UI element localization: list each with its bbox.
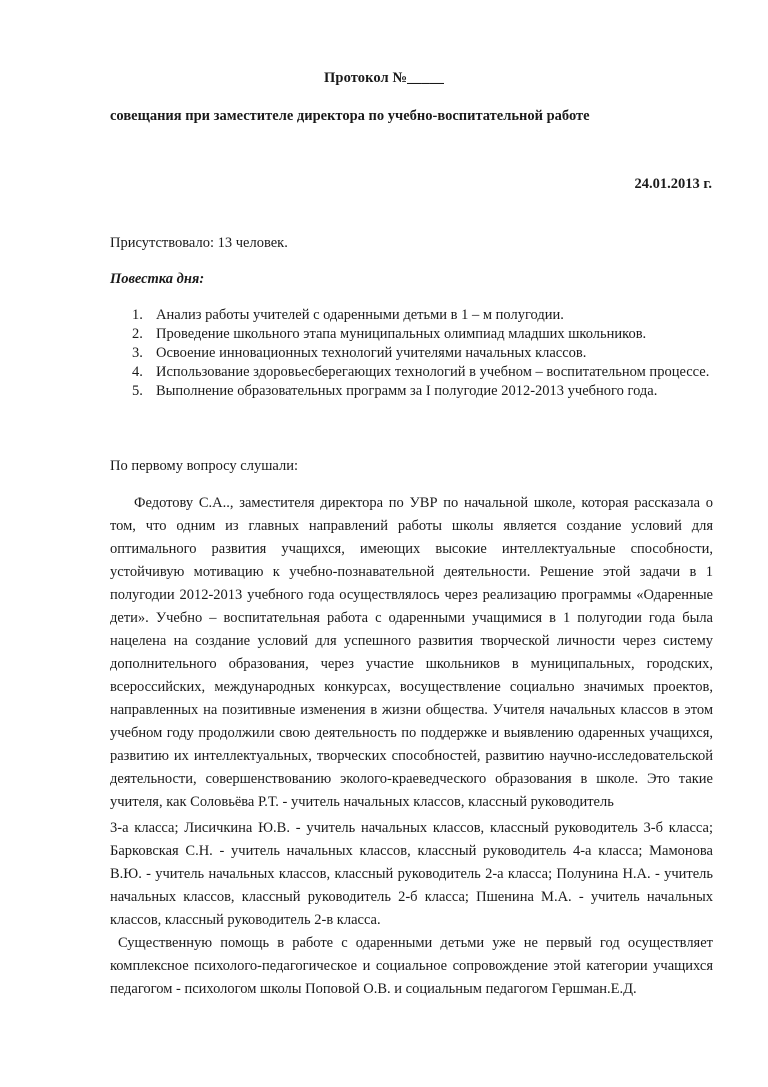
agenda-item <box>110 382 720 401</box>
protocol-title: Протокол №_____ <box>324 70 444 86</box>
attendance-text: Присутствовало: 13 человек. <box>110 235 288 251</box>
agenda-item <box>110 325 720 344</box>
agenda-item-text: Использование здоровьесберегающих технологий в учебном – воспитательном процессе. <box>156 364 710 380</box>
agenda-item-number: 1. <box>132 307 143 323</box>
agenda-item-text: Анализ работы учителей с одаренными детьми в 1 – м полугодии. <box>156 307 564 323</box>
first-question-heading: По первому вопросу слушали: <box>110 458 298 474</box>
meeting-subtitle: совещания при заместителе директора по учебно-воспитательной работе <box>110 108 590 124</box>
agenda-item-number: 3. <box>132 345 143 361</box>
agenda-item <box>110 306 720 325</box>
paragraph-teachers-list: 3-а класса; Лисичкина Ю.В. - учитель начальных классов, классный руководитель 3-б класса; Барковская С.Н. - учитель начальных классов, классный руководитель 4-а класса; Мамонова В.Ю. - учитель начальных классов, классный руководитель 2-а класса; Полунина Н.А. - учитель начальных классов, классный руководитель 2-б класса; Пшенина М.А. - учитель начальных классов, классный руководитель 2-в класса. <box>110 820 713 928</box>
agenda-heading: Повестка дня: <box>110 271 205 287</box>
agenda-list <box>110 306 720 401</box>
agenda-item-number: 4. <box>132 364 143 380</box>
protocol-date: 24.01.2013 г. <box>634 176 712 192</box>
agenda-item-text: Освоение инновационных технологий учителями начальных классов. <box>156 345 587 361</box>
agenda-item <box>110 363 720 382</box>
paragraph-fedotova-report: Федотову С.А.., заместителя директора по УВР по начальной школе, которая рассказала о том, что одним из главных направлений работы школы является создание условий для оптимального развития учащихся, имеющих высокие интеллектуальные способности, устойчивую мотивацию к учебно-познавательной деятельности. Решение этой задачи в 1 полугодии 2012-2013 учебного года осуществлялось через реализацию программы «Одаренные дети». Учебно – воспитательная работа с одаренными учащимися в 1 полугодии года была нацелена на создание условий для успешного развития творческой личности через систему дополнительного образования, через участие школьников в муниципальных, городских, всероссийских, международных конкурсах, восуществление социально значимых проектов, направленных на позитивные изменения в жизни общества. Учителя начальных классов в этом учебном году продолжили свою деятельность по поддержке и выявлению одаренных учащихся, развитию их интеллектуальных, творческих способностей, развитию научно-исследовательской деятельности, совершенствованию эколого-краеведческого образования в школе. Это такие учителя, как Соловьёва Р.Т. - учитель начальных классов, классный руководитель <box>110 495 713 810</box>
agenda-item <box>110 344 720 363</box>
agenda-item-number: 5. <box>132 383 143 399</box>
agenda-item-text: Проведение школьного этапа муниципальных олимпиад младших школьников. <box>156 326 647 342</box>
paragraph-support: Существенную помощь в работе с одаренными детьми уже не первый год осуществляет комплексное психолого-педагогическое и социальное сопровождение этой категории учащихся педагогом - психологом школы Поповой О.В. и социальным педагогом Гершман.Е.Д. <box>110 935 713 997</box>
agenda-item-number: 2. <box>132 326 143 342</box>
agenda-item-text: Выполнение образовательных программ за I полугодие 2012-2013 учебного года. <box>156 383 658 399</box>
